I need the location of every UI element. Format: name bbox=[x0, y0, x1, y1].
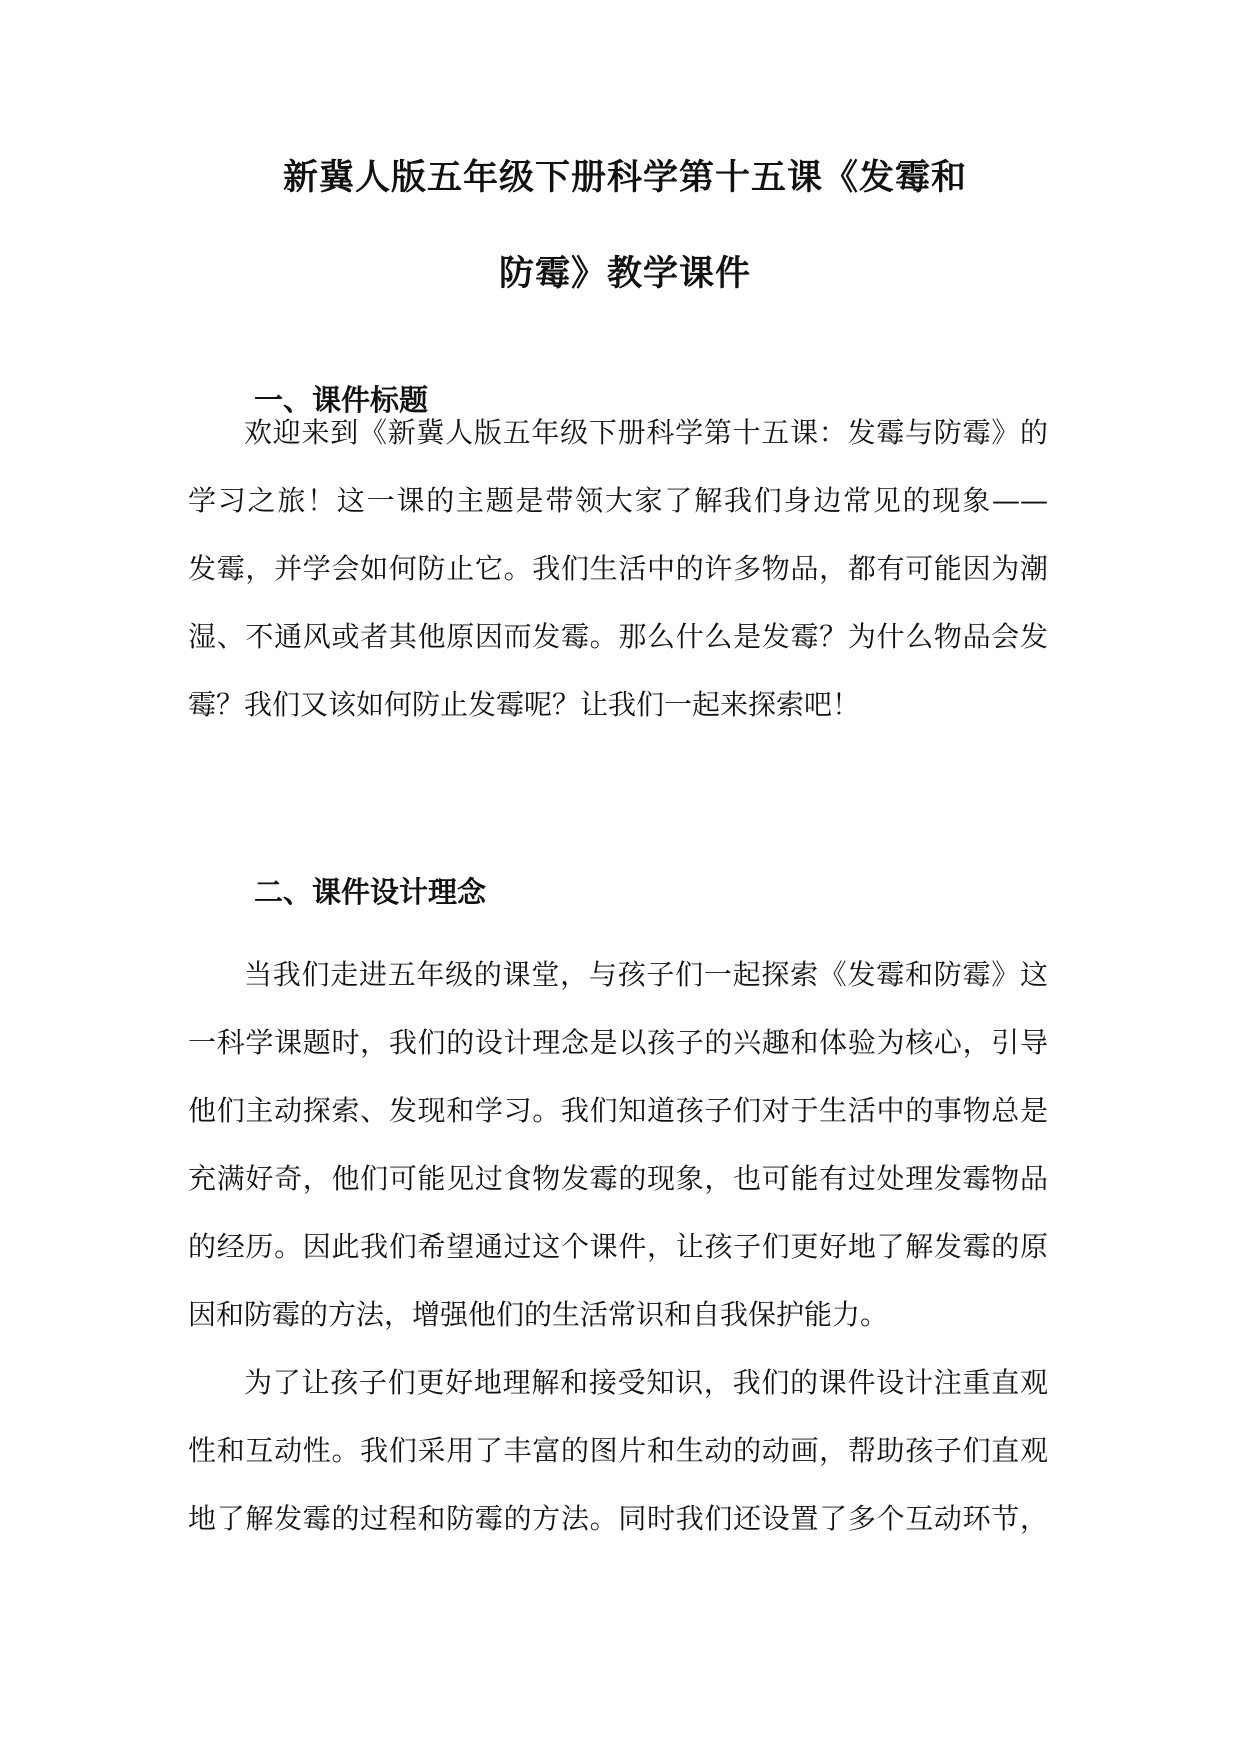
paragraph-line: 当我们走进五年级的课堂，与孩子们一起探索《发霉和防霉》这 bbox=[244, 958, 1048, 991]
paragraph-line: 欢迎来到《新冀人版五年级下册科学第十五课：发霉与防霉》的 bbox=[244, 416, 1048, 449]
paragraph-line: 的经历。因此我们希望通过这个课件，让孩子们更好地了解发霉的原 bbox=[188, 1230, 1048, 1263]
paragraph-line: 充满好奇，他们可能见过食物发霉的现象，也可能有过处理发霉物品 bbox=[188, 1162, 1048, 1195]
paragraph-line: 他们主动探索、发现和学习。我们知道孩子们对于生活中的事物总是 bbox=[188, 1094, 1048, 1127]
paragraph-line: 霉？我们又该如何防止发霉呢？让我们一起来探索吧！ bbox=[188, 688, 861, 721]
document-title-line-1: 新冀人版五年级下册科学第十五课《发霉和 bbox=[282, 158, 967, 198]
paragraph-line: 发霉，并学会如何防止它。我们生活中的许多物品，都有可能因为潮 bbox=[188, 552, 1048, 585]
section-heading-design-concept: 二、课件设计理念 bbox=[254, 875, 487, 909]
paragraph-line: 因和防霉的方法，增强他们的生活常识和自我保护能力。 bbox=[188, 1298, 889, 1331]
paragraph-line: 性和互动性。我们采用了丰富的图片和生动的动画，帮助孩子们直观 bbox=[188, 1434, 1048, 1467]
paragraph-line: 地了解发霉的过程和防霉的方法。同时我们还设置了多个互动环节， bbox=[188, 1502, 1048, 1535]
paragraph-line: 学习之旅！这一课的主题是带领大家了解我们身边常见的现象—— bbox=[188, 484, 1048, 517]
paragraph-line: 一科学课题时，我们的设计理念是以孩子的兴趣和体验为核心，引导 bbox=[188, 1026, 1048, 1059]
paragraph-line: 湿、不通风或者其他原因而发霉。那么什么是发霉？为什么物品会发 bbox=[188, 620, 1048, 653]
document-title-line-2: 防霉》教学课件 bbox=[498, 254, 751, 294]
paragraph-line: 为了让孩子们更好地理解和接受知识，我们的课件设计注重直观 bbox=[244, 1366, 1048, 1399]
section-heading-courseware-title: 一、课件标题 bbox=[254, 383, 429, 417]
